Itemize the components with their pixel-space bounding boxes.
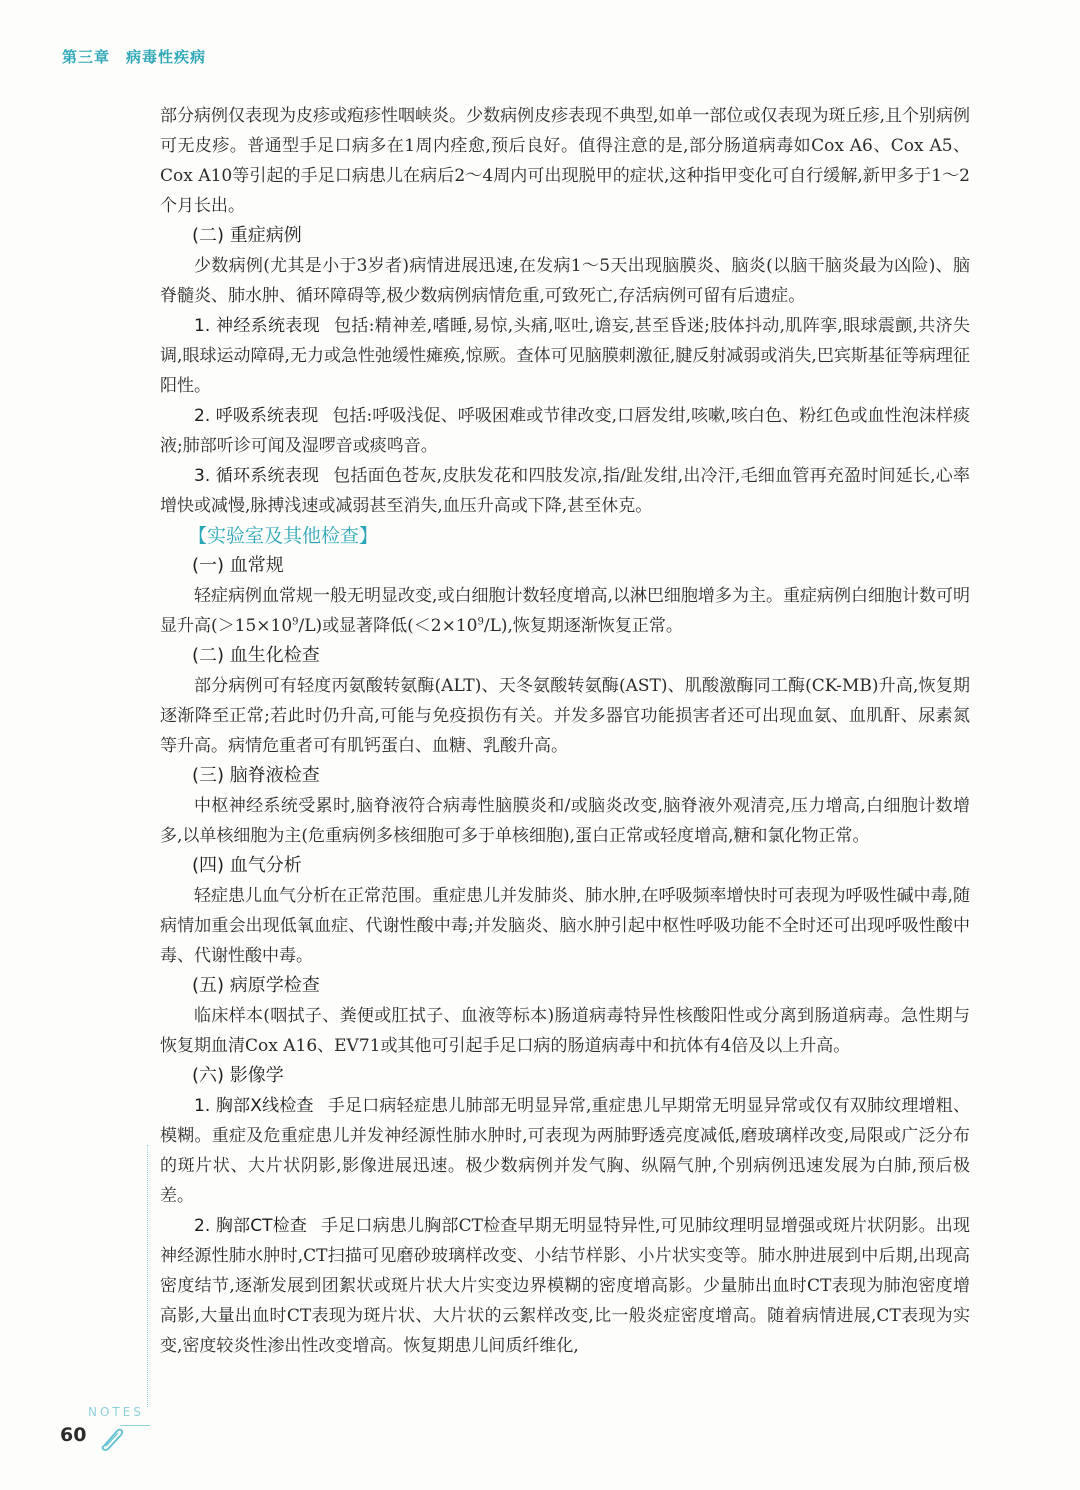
page-number: 60	[60, 1424, 87, 1446]
section-heading-csf: (三) 脑脊液检查	[192, 765, 320, 786]
item-label: 2. 胸部CT检查	[194, 1216, 308, 1236]
body-paragraph: 部分病例仅表现为皮疹或疱疹性咽峡炎。少数病例皮疹表现不典型,如单一部位或仅表现为斑丘疹,且个别病例可无皮疹。普通型手足口病多在1周内痊愈,预后良好。值得注意的是,部分肠道病毒如Cox A6、Cox A5、Cox A10等引起的手足口病患儿在病后2～4周内可出现脱甲的症状,这种指甲变化可自行缓解,新甲多于1～2个月长出。	[160, 106, 970, 216]
body-paragraph: 临床样本(咽拭子、粪便或肛拭子、血液等标本)肠道病毒特异性核酸阳性或分离到肠道病毒。急性期与恢复期血清Cox A16、EV71或其他可引起手足口病的肠道病毒中和抗体有4倍及以上升高。	[160, 1006, 970, 1056]
body-paragraph: 中枢神经系统受累时,脑脊液符合病毒性脑膜炎和/或脑炎改变,脑脊液外观清亮,压力增高,白细胞计数增多,以单核细胞为主(危重病例多核细胞可多于单核细胞),蛋白正常或轻度增高,糖和氯化物正常。	[160, 796, 970, 846]
section-heading-imaging: (六) 影像学	[192, 1065, 284, 1086]
list-item	[160, 1211, 970, 1361]
item-text: 包括:精神差,嗜睡,易惊,头痛,呕吐,谵妄,甚至昏迷;肢体抖动,肌阵挛,眼球震颤,共济失调,眼球运动障碍,无力或急性弛缓性瘫痪,惊厥。查体可见脑膜刺激征,腱反射减弱或消失,巴宾斯基征等病理征阳性。	[160, 316, 970, 396]
body-paragraph: 少数病例(尤其是小于3岁者)病情进展迅速,在发病1～5天出现脑膜炎、脑炎(以脑干脑炎最为凶险)、脑脊髓炎、肺水肿、循环障碍等,极少数病例病情危重,可致死亡,存活病例可留有后遗症。	[160, 256, 970, 306]
section-heading-biochem: (二) 血生化检查	[192, 645, 320, 666]
chapter-header: 第三章 病毒性疾病	[62, 48, 207, 66]
notes-label: NOTES	[88, 1405, 144, 1419]
item-label: 1. 胸部X线检查	[194, 1096, 314, 1116]
item-label: 1. 神经系统表现	[194, 316, 321, 336]
section-heading-blood: (一) 血常规	[192, 555, 284, 576]
section-heading-blood-gas: (四) 血气分析	[192, 855, 302, 876]
list-item	[160, 311, 970, 401]
list-item	[160, 1091, 970, 1211]
pen-icon	[98, 1424, 126, 1452]
page-body	[160, 101, 970, 1361]
item-text: 包括:呼吸浅促、呼吸困难或节律改变,口唇发绀,咳嗽,咳白色、粉红色或血性泡沫样痰液;肺部听诊可闻及湿啰音或痰鸣音。	[160, 406, 971, 456]
body-paragraph: 部分病例可有轻度丙氨酸转氨酶(ALT)、天冬氨酸转氨酶(AST)、肌酸激酶同工酶(CK-MB)升高,恢复期逐渐降至正常;若此时仍升高,可能与免疫损伤有关。并发多器官功能损害者还可出现血氨、血肌酐、尿素氮等升高。病情危重者可有肌钙蛋白、血糖、乳酸升高。	[160, 676, 970, 756]
item-text: 包括面色苍灰,皮肤发花和四肢发凉,指/趾发绀,出冷汗,毛细血管再充盈时间延长,心率增快或减慢,脉搏浅速或减弱甚至消失,血压升高或下降,甚至休克。	[160, 466, 971, 516]
item-text: 手足口病轻症患儿肺部无明显异常,重症患儿早期常无明显异常或仅有双肺纹理增粗、模糊。重症及危重症患儿并发神经源性肺水肿时,可表现为两肺野透亮度减低,磨玻璃样改变,局限或广泛分布的斑片状、大片状阴影,影像进展迅速。极少数病例并发气胸、纵隔气肿,个别病例迅速发展为白肺,预后极差。	[160, 1096, 970, 1206]
list-item	[160, 401, 970, 461]
notes-margin-line	[147, 1145, 148, 1407]
item-label: 3. 循环系统表现	[194, 466, 320, 486]
section-heading-etiology: (五) 病原学检查	[192, 975, 320, 996]
body-paragraph: 轻症病例血常规一般无明显改变,或白细胞计数轻度增高,以淋巴细胞增多为主。重症病例白细胞计数可明显升高$(>15\times 10^9/L)$或显著降低$(<2\times 10^9/L)$,恢复期逐渐恢复正常。	[160, 586, 970, 636]
list-item	[160, 461, 970, 521]
section-title-lab: 【实验室及其他检查】	[188, 525, 379, 547]
body-paragraph: 轻症患儿血气分析在正常范围。重症患儿并发肺炎、肺水肿,在呼吸频率增快时可表现为呼吸性碱中毒,随病情加重会出现低氧血症、代谢性酸中毒;并发脑炎、脑水肿引起中枢性呼吸功能不全时还可出现呼吸性酸中毒、代谢性酸中毒。	[160, 886, 970, 966]
item-label: 2. 呼吸系统表现	[194, 406, 319, 426]
item-text: 手足口病患儿胸部CT检查早期无明显特异性,可见肺纹理明显增强或斑片状阴影。出现神经源性肺水肿时,CT扫描可见磨砂玻璃样改变、小结节样影、小片状实变等。肺水肿进展到中后期,出现高密度结节,逐渐发展到团絮状或斑片状大片实变边界模糊的密度增高影。少量肺出血时CT表现为肺泡密度增高影,大量出血时CT表现为斑片状、大片状的云絮样改变,比一般炎症密度增高。随着病情进展,CT表现为实变,密度较炎性渗出性改变增高。恢复期患儿间质纤维化,	[160, 1216, 970, 1356]
section-heading-severe: (二) 重症病例	[192, 225, 302, 246]
